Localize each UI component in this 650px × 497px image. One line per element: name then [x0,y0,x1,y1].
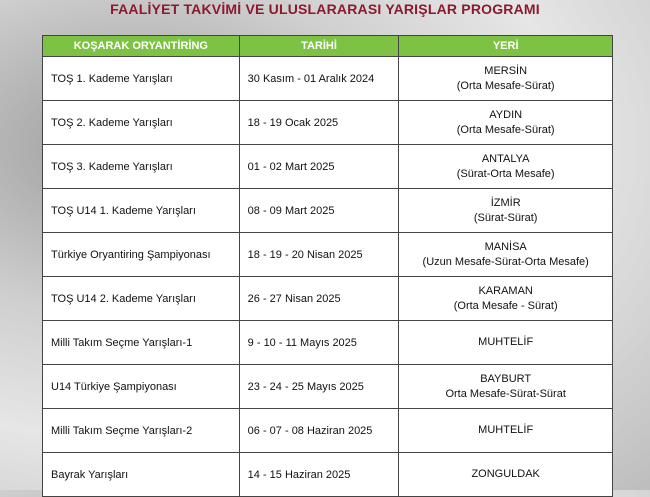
place-detail: (Uzun Mesafe-Sürat-Orta Mesafe) [422,255,589,268]
header-place: YERİ [399,36,613,57]
event-cell: TOŞ U14 1. Kademe Yarışları [43,189,240,233]
date-cell: 18 - 19 Ocak 2025 [239,101,399,145]
place-cell [399,189,613,233]
date-cell: 14 - 15 Haziran 2025 [239,453,399,497]
place-detail: (Orta Mesafe-Sürat) [456,79,555,92]
event-cell: U14 Türkiye Şampiyonası [43,365,240,409]
event-cell: TOŞ 1. Kademe Yarışları [43,57,240,101]
place-cell [399,277,613,321]
place-cell [399,233,613,277]
date-cell: 9 - 10 - 11 Mayıs 2025 [239,321,399,365]
place-detail: (Orta Mesafe - Sürat) [453,299,558,312]
place-detail: (Sürat-Sürat) [473,211,538,224]
event-cell: Türkiye Oryantiring Şampiyonası [43,233,240,277]
header-event: KOŞARAK ORYANTİRİNG [43,36,240,57]
place-detail: (Orta Mesafe-Sürat) [456,123,555,136]
header-date: TARİHİ [239,36,399,57]
table-row [43,277,613,321]
event-cell: TOŞ 3. Kademe Yarışları [43,145,240,189]
event-cell: TOŞ U14 2. Kademe Yarışları [43,277,240,321]
event-cell: Bayrak Yarışları [43,453,240,497]
page-title: FAALİYET TAKVİMİ VE ULUSLARARASI YARIŞLAR PROGRAMI [110,1,540,17]
table-row [43,145,613,189]
date-cell: 23 - 24 - 25 Mayıs 2025 [239,365,399,409]
place-name: ZONGULDAK [471,468,540,480]
place-name: MERSİN [484,64,528,77]
place-detail: (Sürat-Orta Mesafe) [456,167,555,180]
place-name: İZMİR [490,196,521,209]
table-row [43,233,613,277]
place-cell [399,409,613,453]
date-cell: 06 - 07 - 08 Haziran 2025 [239,409,399,453]
place-cell [399,321,613,365]
date-cell: 08 - 09 Mart 2025 [239,189,399,233]
place-detail: Orta Mesafe-Sürat-Sürat [445,387,566,400]
place-name: AYDIN [489,108,523,121]
date-cell: 30 Kasım - 01 Aralık 2024 [239,57,399,101]
table-row [43,365,613,409]
event-cell: Milli Takım Seçme Yarışları-2 [43,409,240,453]
place-name: MANİSA [484,240,527,253]
place-name: BAYBURT [480,372,532,385]
place-name: MUHTELİF [478,424,534,436]
place-cell [399,145,613,189]
table-header [43,36,613,57]
table-row [43,321,613,365]
event-cell: Milli Takım Seçme Yarışları-1 [43,321,240,365]
place-cell [399,101,613,145]
place-cell [399,57,613,101]
table-row [43,409,613,453]
schedule-table [42,35,613,497]
table-row [43,57,613,101]
date-cell: 01 - 02 Mart 2025 [239,145,399,189]
event-cell: TOŞ 2. Kademe Yarışları [43,101,240,145]
place-name: ANTALYA [481,152,530,165]
date-cell: 26 - 27 Nisan 2025 [239,277,399,321]
table-row [43,189,613,233]
table-row [43,101,613,145]
place-name: KARAMAN [478,284,533,297]
place-cell [399,365,613,409]
date-cell: 18 - 19 - 20 Nisan 2025 [239,233,399,277]
place-name: MUHTELİF [478,336,534,348]
